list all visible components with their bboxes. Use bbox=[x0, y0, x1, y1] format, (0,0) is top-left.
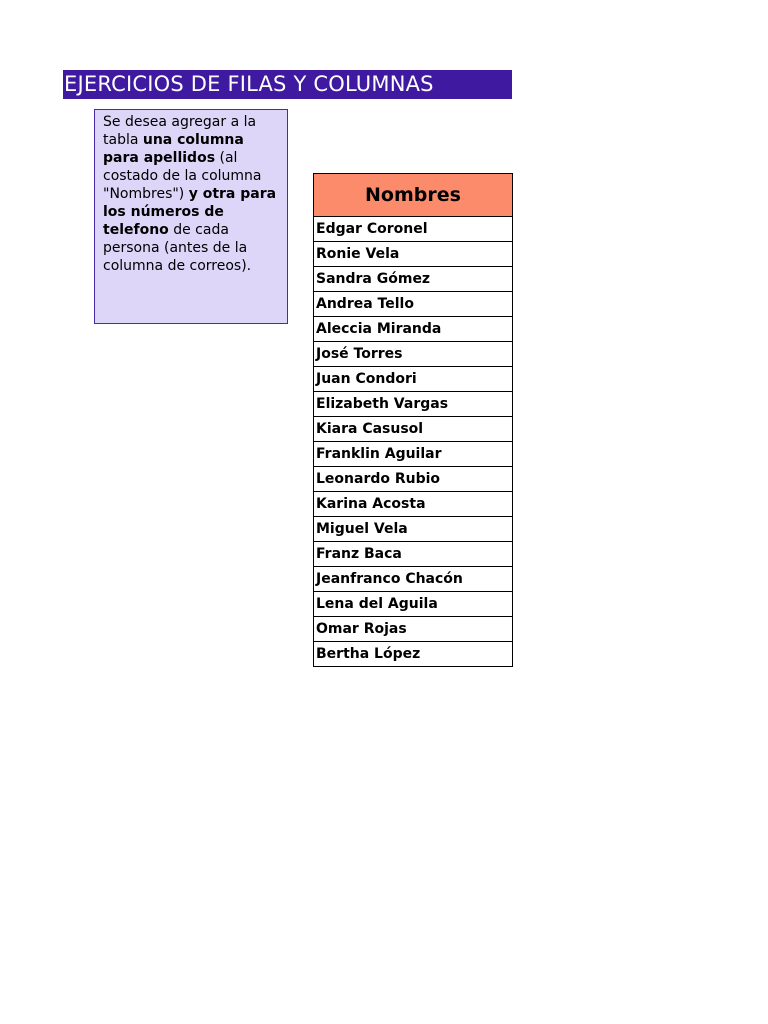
table-row bbox=[314, 617, 513, 642]
name-cell[interactable]: Elizabeth Vargas bbox=[314, 392, 513, 417]
instruction-note bbox=[94, 109, 288, 324]
name-cell[interactable]: Bertha López bbox=[314, 642, 513, 667]
instruction-bold-2: y otra para los números de telefono bbox=[103, 186, 277, 238]
name-cell[interactable]: Omar Rojas bbox=[314, 617, 513, 642]
name-cell[interactable]: Edgar Coronel bbox=[314, 217, 513, 242]
table-row bbox=[314, 292, 513, 317]
name-cell[interactable]: Karina Acosta bbox=[314, 492, 513, 517]
table-row bbox=[314, 567, 513, 592]
header-row bbox=[314, 174, 513, 217]
instruction-text-3: de cada persona (antes de la columna de correos). bbox=[103, 222, 252, 274]
name-cell[interactable]: Leonardo Rubio bbox=[314, 467, 513, 492]
name-cell[interactable]: Miguel Vela bbox=[314, 517, 513, 542]
name-cell[interactable]: José Torres bbox=[314, 342, 513, 367]
table-row bbox=[314, 642, 513, 667]
instruction-text-2: (al costado de la columna "Nombres") bbox=[103, 150, 262, 202]
table-row bbox=[314, 542, 513, 567]
instruction-bold-1: una columna para apellidos bbox=[103, 132, 244, 166]
table-row bbox=[314, 317, 513, 342]
column-header-nombres[interactable]: Nombres bbox=[314, 174, 513, 217]
table-row bbox=[314, 442, 513, 467]
sheet-title: EJERCICIOS DE FILAS Y COLUMNAS bbox=[63, 70, 512, 99]
table-row bbox=[314, 267, 513, 292]
instruction-text-1: Se desea agregar a la tabla bbox=[103, 114, 257, 148]
table-row bbox=[314, 492, 513, 517]
name-cell[interactable]: Franz Baca bbox=[314, 542, 513, 567]
table-row bbox=[314, 367, 513, 392]
name-cell[interactable]: Juan Condori bbox=[314, 367, 513, 392]
table-row bbox=[314, 392, 513, 417]
name-cell[interactable]: Sandra Gómez bbox=[314, 267, 513, 292]
name-cell[interactable]: Lena del Aguila bbox=[314, 592, 513, 617]
name-cell[interactable]: Franklin Aguilar bbox=[314, 442, 513, 467]
table-row bbox=[314, 217, 513, 242]
table-row bbox=[314, 242, 513, 267]
name-cell[interactable]: Kiara Casusol bbox=[314, 417, 513, 442]
name-cell[interactable]: Ronie Vela bbox=[314, 242, 513, 267]
table-row bbox=[314, 417, 513, 442]
table-row bbox=[314, 592, 513, 617]
name-cell[interactable]: Andrea Tello bbox=[314, 292, 513, 317]
table-row bbox=[314, 467, 513, 492]
table-row bbox=[314, 342, 513, 367]
names-table bbox=[313, 173, 513, 667]
name-cell[interactable]: Jeanfranco Chacón bbox=[314, 567, 513, 592]
table-row bbox=[314, 517, 513, 542]
name-cell[interactable]: Aleccia Miranda bbox=[314, 317, 513, 342]
